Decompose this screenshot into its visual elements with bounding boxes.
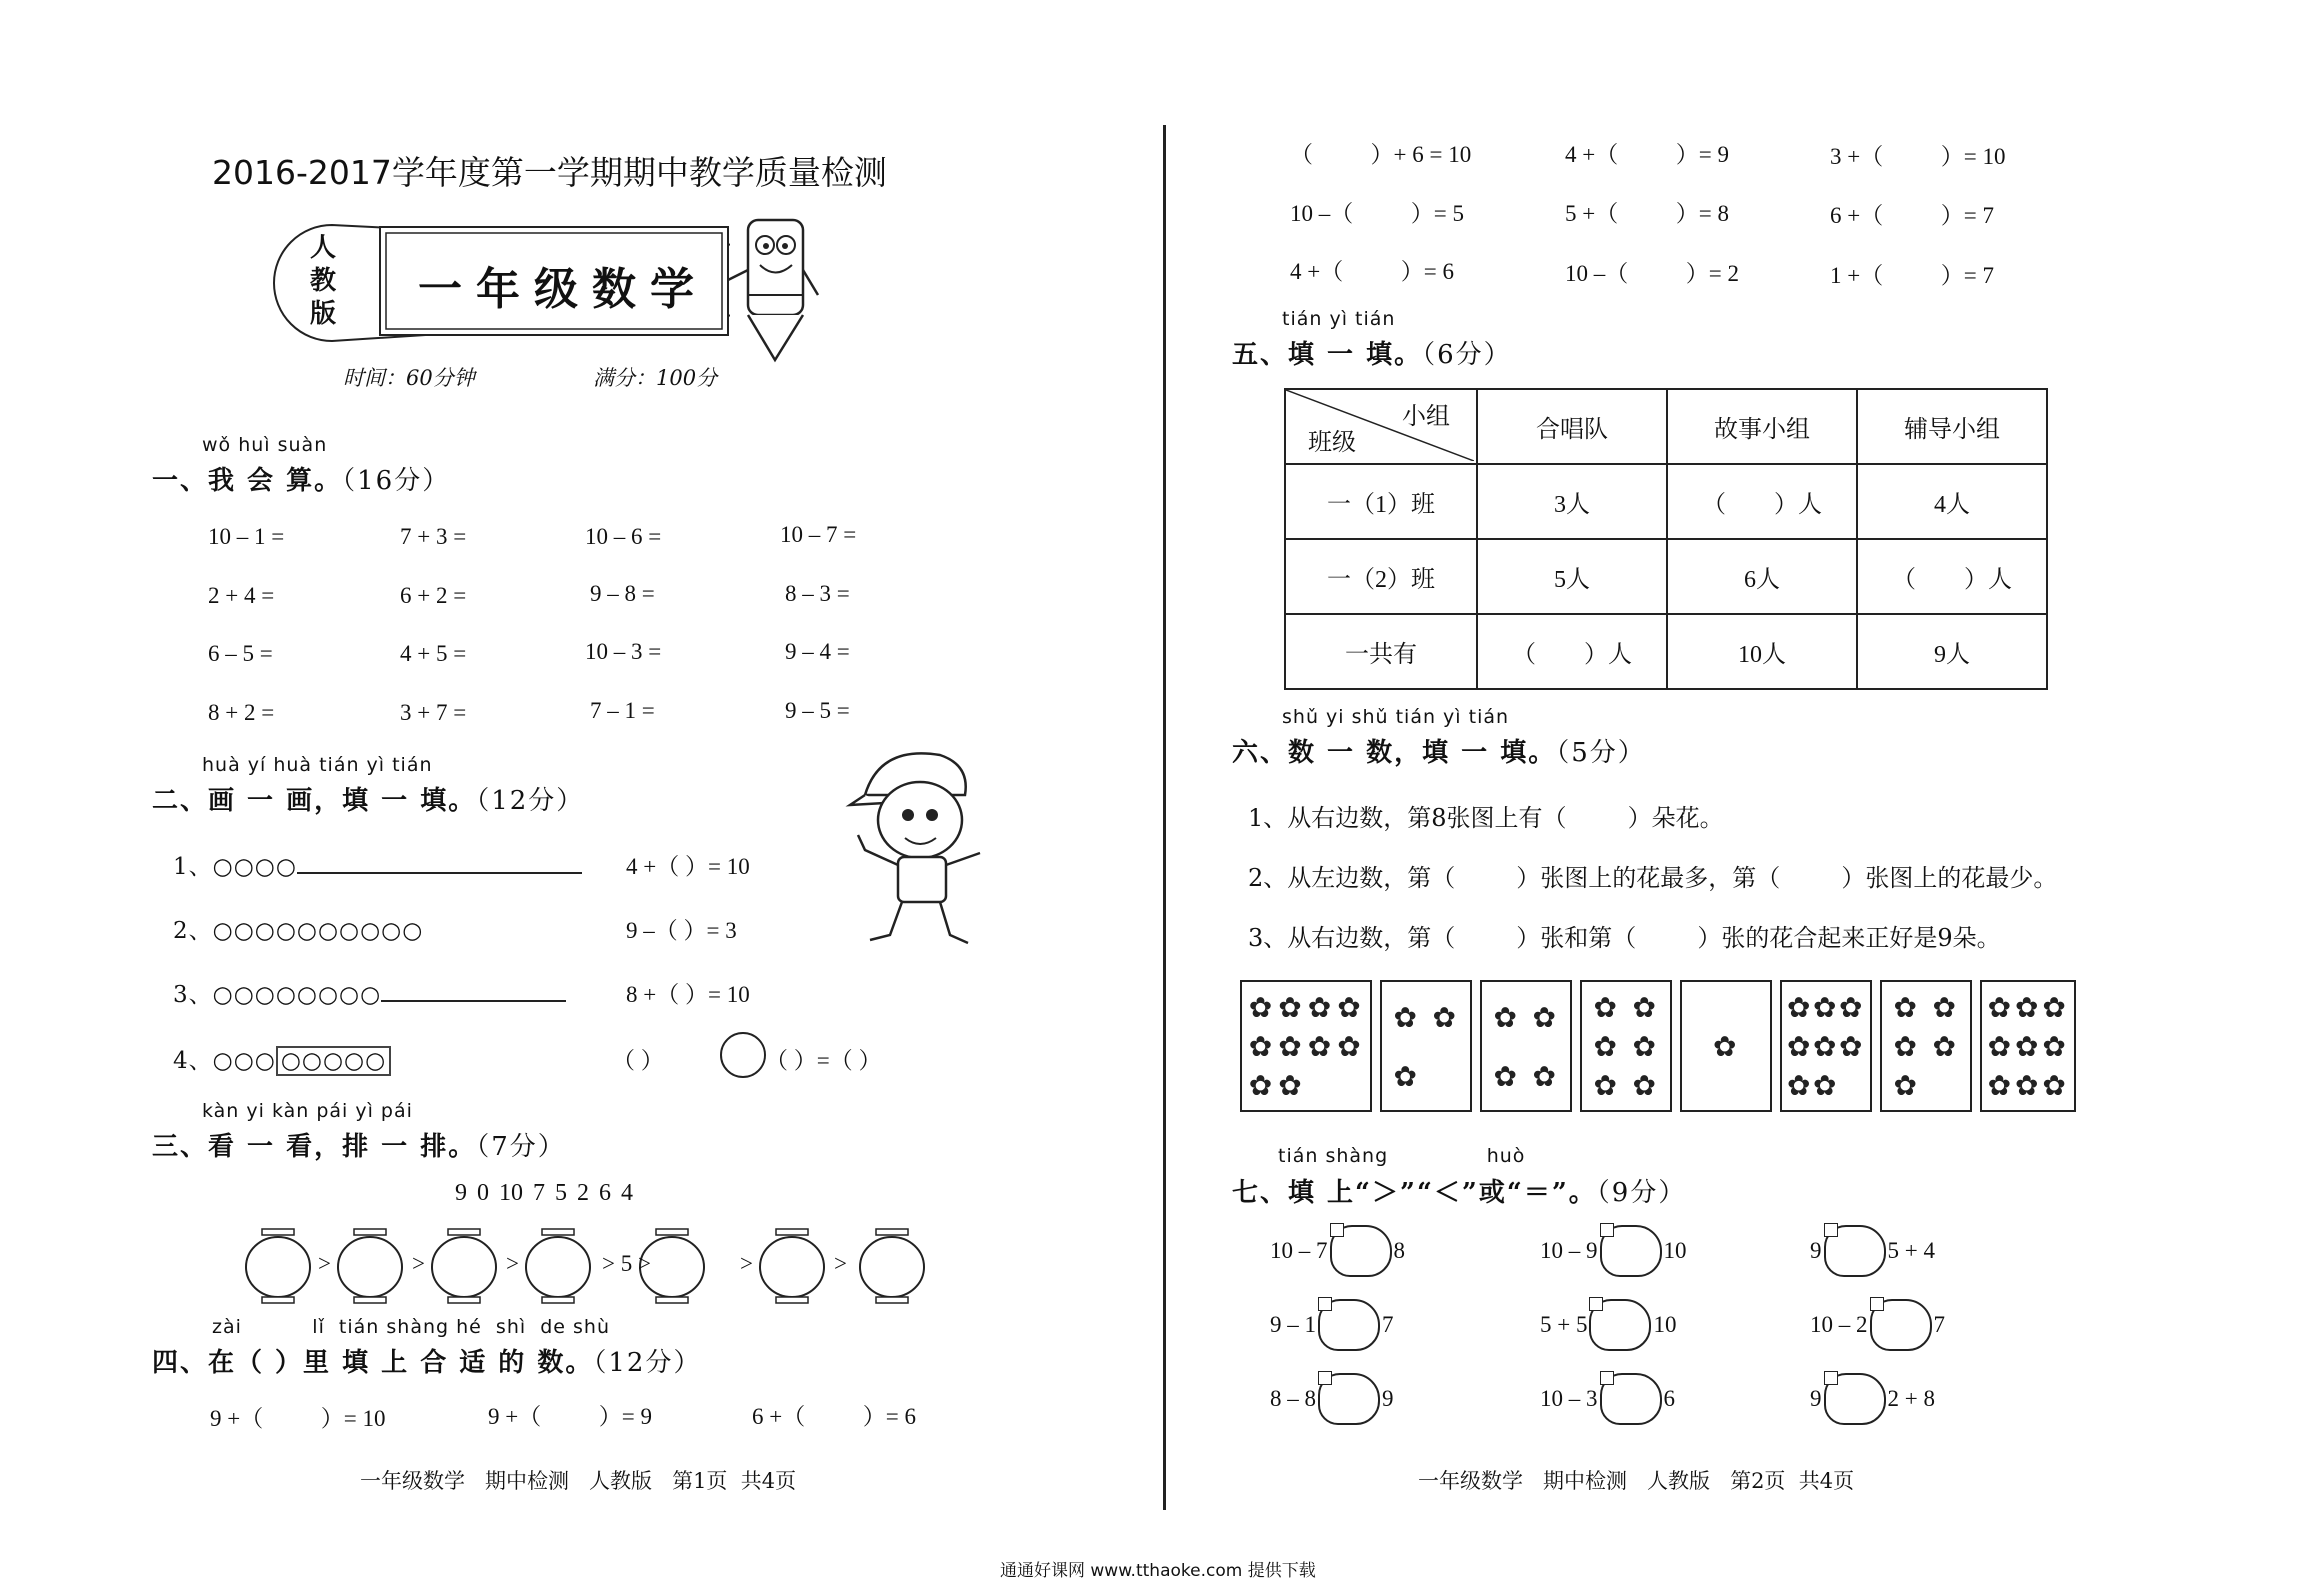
- badge-side-1: 人: [310, 233, 337, 263]
- calc-3-1: 6 – 5 =: [208, 641, 273, 666]
- section7-points: （9分）: [1596, 1178, 1687, 1208]
- section1-points: （16分）: [342, 466, 451, 496]
- compare-left: 10 – 2: [1810, 1312, 1868, 1337]
- table-cell: 6人: [1667, 539, 1857, 614]
- section3-title-text: 三、看 一 看，排 一 排。: [152, 1132, 477, 1162]
- flower-icon: ✿: [1307, 1030, 1332, 1063]
- flower-icon: ✿: [1393, 1059, 1417, 1093]
- draw-item-1-blank: [297, 852, 582, 874]
- table-cell: 5人: [1477, 539, 1667, 614]
- table-cell: 一（2）班: [1285, 539, 1477, 614]
- flower-card: [1880, 980, 1972, 1112]
- section6-title: [1232, 732, 1646, 769]
- compare-right: 6: [1663, 1386, 1675, 1411]
- page1-footer: 一年级数学 期中检测 人教版 第1页 共4页: [360, 1469, 797, 1493]
- table-cell: 4人: [1857, 464, 2047, 539]
- section5-pinyin: tián yì tián: [1282, 308, 1396, 330]
- lantern-gt-1: >: [318, 1251, 331, 1276]
- flower-icon: ✿: [1248, 1030, 1273, 1063]
- section5-title: [1232, 334, 1512, 371]
- draw-item-3-eq: 8 +（ ）= 10: [626, 982, 750, 1007]
- fill-p1-1: 9 +（ ）= 10: [210, 1406, 386, 1431]
- fill-p2-1-1: （ ）+ 6 = 10: [1290, 142, 1472, 167]
- compare-bubble-blank[interactable]: [1600, 1225, 1662, 1277]
- section6-pinyin: shǔ yi shǔ tián yì tián: [1282, 706, 1510, 728]
- flower-icon: ✿: [1532, 1000, 1556, 1034]
- lantern-blank[interactable]: [760, 1229, 824, 1303]
- table-row: [1285, 539, 2047, 614]
- section4-pinyin: zài lǐ tián shàng hé shì de shù: [212, 1316, 610, 1338]
- flower-icon: ✿: [1337, 1030, 1361, 1063]
- flower-icon: ✿: [1813, 990, 1837, 1024]
- flower-icon: ✿: [2042, 990, 2066, 1024]
- section2-pinyin: huà yí huà tián yì tián: [202, 754, 433, 776]
- compare-bubble-blank[interactable]: [1330, 1225, 1392, 1277]
- count-question-2: 2、从左边数，第（ ）张图上的花最多，第（ ）张图上的花最少。: [1248, 864, 2058, 892]
- calc-3-3: 10 – 3 =: [585, 639, 662, 664]
- bubble-tag-icon: [1824, 1371, 1838, 1385]
- compare-item: [1810, 1299, 1945, 1351]
- compare-left: 9: [1810, 1386, 1822, 1411]
- draw-item-4-label: 4、○○○: [173, 1048, 276, 1074]
- flower-icon: ✿: [1839, 990, 1863, 1024]
- compare-right: 2 + 8: [1887, 1386, 1935, 1411]
- draw-item-1: [173, 848, 582, 881]
- fill-p2-1-3: 3 +（ ）= 10: [1830, 144, 2006, 169]
- flower-icon: ✿: [1632, 1069, 1656, 1103]
- draw-item-4-boxed: ○○○○○: [276, 1046, 391, 1076]
- calc-4-2: 3 + 7 =: [400, 700, 467, 725]
- section4-title-text: 四、在（ ）里 填 上 合 适 的 数。: [152, 1348, 594, 1378]
- compare-left: 9: [1810, 1238, 1822, 1263]
- compare-right: 9: [1382, 1386, 1394, 1411]
- table-header-cell: 合唱队: [1477, 389, 1667, 464]
- bubble-tag-icon: [1600, 1223, 1614, 1237]
- compare-item: [1270, 1373, 1394, 1425]
- table-cell: 一（1）班: [1285, 464, 1477, 539]
- flower-icon: ✿: [1987, 1069, 2012, 1103]
- bubble-tag-icon: [1318, 1371, 1332, 1385]
- flower-icon: ✿: [1337, 990, 1361, 1024]
- compare-right: 7: [1382, 1312, 1394, 1337]
- flower-icon: ✿: [1839, 1030, 1863, 1063]
- section1-pinyin: wǒ huì suàn: [202, 434, 328, 456]
- lantern-blank[interactable]: [338, 1229, 402, 1303]
- compare-right: 10: [1663, 1238, 1687, 1263]
- lantern-blank[interactable]: [432, 1229, 496, 1303]
- compare-bubble-blank[interactable]: [1318, 1299, 1380, 1351]
- bubble-tag-icon: [1318, 1297, 1332, 1311]
- calc-2-4: 8 – 3 =: [785, 581, 850, 606]
- table-header-cell: 辅导小组: [1857, 389, 2047, 464]
- flower-icon: ✿: [1532, 1059, 1556, 1093]
- compare-left: 10 – 7: [1270, 1238, 1328, 1263]
- compare-left: 10 – 3: [1540, 1386, 1598, 1411]
- bubble-tag-icon: [1589, 1297, 1603, 1311]
- flower-icon: ✿: [2015, 1069, 2039, 1103]
- flower-card: [1240, 980, 1372, 1112]
- badge-side-2: 教: [310, 266, 337, 296]
- calc-3-4: 9 – 4 =: [785, 639, 850, 664]
- flower-icon: ✿: [1813, 1069, 1837, 1103]
- flower-icon: ✿: [1593, 990, 1617, 1024]
- section6-title-text: 六、数 一 数，填 一 填。: [1232, 738, 1557, 768]
- pencil-mascot-icon: [718, 200, 828, 370]
- flower-card: [1480, 980, 1572, 1112]
- flower-icon: ✿: [1278, 1030, 1302, 1063]
- flower-icon: ✿: [1593, 1030, 1617, 1063]
- table-cell: （ ）人: [1667, 464, 1857, 539]
- section2-points: （12分）: [476, 786, 585, 816]
- bubble-tag-icon: [1330, 1223, 1344, 1237]
- draw-item-4-operator-circle: [718, 1030, 768, 1080]
- flower-icon: ✿: [1393, 1000, 1417, 1034]
- draw-item-4-eq-a: （ ）: [612, 1048, 664, 1073]
- section5-points: （6分）: [1422, 340, 1512, 370]
- compare-bubble-blank[interactable]: [1600, 1373, 1662, 1425]
- table-cell: （ ）人: [1477, 614, 1667, 689]
- compare-bubble-blank[interactable]: [1589, 1299, 1651, 1351]
- bottom-credit: 通通好课网 www.tthaoke.com 提供下载: [1000, 1561, 1316, 1581]
- calc-1-1: 10 – 1 =: [208, 524, 285, 549]
- compare-left: 8 – 8: [1270, 1386, 1316, 1411]
- badge-side-3: 版: [310, 299, 337, 329]
- compare-item: [1810, 1225, 1935, 1277]
- table-cell: 9人: [1857, 614, 2047, 689]
- lantern-row: [240, 1225, 940, 1305]
- flower-icon: ✿: [2015, 1030, 2039, 1063]
- draw-item-3-blank: [381, 980, 566, 1002]
- flower-icon: ✿: [1987, 1030, 2012, 1063]
- boy-mascot-icon: [840, 735, 990, 955]
- flower-icon: ✿: [1893, 1030, 1917, 1063]
- compare-item: [1540, 1225, 1687, 1277]
- badge-title: 一年级数学: [418, 264, 708, 315]
- flower-card: [1580, 980, 1672, 1112]
- draw-item-2-eq: 9 –（ ）= 3: [626, 918, 737, 943]
- count-question-1: 1、从右边数，第8张图上有（ ）朵花。: [1248, 804, 1724, 832]
- flower-card: [1780, 980, 1872, 1112]
- flower-icon: ✿: [1307, 990, 1332, 1024]
- section2-title: [152, 780, 584, 817]
- section5-title-text: 五、填 一 填。: [1232, 340, 1423, 370]
- time-label: 时间：60分钟: [343, 366, 475, 390]
- flower-icon: ✿: [1713, 1030, 1737, 1063]
- fill-p2-3-2: 10 –（ ）= 2: [1565, 261, 1739, 286]
- compare-item: [1270, 1225, 1405, 1277]
- calc-4-3: 7 – 1 =: [590, 698, 655, 723]
- table-cell: 10人: [1667, 614, 1857, 689]
- section1-title: [152, 460, 450, 497]
- section1-title-text: 一、我 会 算。: [152, 466, 343, 496]
- flower-icon: ✿: [1787, 990, 1811, 1024]
- flower-icon: ✿: [1787, 1030, 1811, 1063]
- fill-p2-3-3: 1 +（ ）= 7: [1830, 263, 1994, 288]
- flower-icon: ✿: [1632, 990, 1656, 1024]
- compare-left: 9 – 1: [1270, 1312, 1316, 1337]
- draw-item-2-label: 2、○○○○○○○○○○: [173, 918, 424, 944]
- calc-3-2: 4 + 5 =: [400, 641, 467, 666]
- calc-2-3: 9 – 8 =: [590, 581, 655, 606]
- lantern-gt-3: >: [506, 1251, 519, 1276]
- compare-right: 8: [1393, 1238, 1405, 1263]
- flower-icon: ✿: [2015, 990, 2039, 1024]
- table-cell: 3人: [1477, 464, 1667, 539]
- flower-card: [1380, 980, 1472, 1112]
- calc-1-3: 10 – 6 =: [585, 524, 662, 549]
- bubble-tag-icon: [1600, 1371, 1614, 1385]
- draw-item-1-label: 1、○○○○: [173, 854, 297, 880]
- table-header-cell: 故事小组: [1667, 389, 1857, 464]
- table-corner-cell: [1285, 389, 1477, 464]
- section7-pinyin: tián shàng huò: [1278, 1145, 1526, 1167]
- table-corner-top: 小组: [1402, 404, 1450, 430]
- lantern-gt-2: >: [412, 1251, 425, 1276]
- draw-item-1-eq: 4 +（ ）= 10: [626, 854, 750, 879]
- flower-icon: ✿: [1432, 1000, 1456, 1034]
- section3-pinyin: kàn yi kàn pái yì pái: [202, 1100, 413, 1122]
- count-question-3: 3、从右边数，第（ ）张和第（ ）张的花合起来正好是9朵。: [1248, 924, 2001, 952]
- fill-p2-2-3: 6 +（ ）= 7: [1830, 203, 1994, 228]
- section7-title-text: 七、填 上“＞”“＜”或“＝”。: [1232, 1178, 1597, 1208]
- flower-icon: ✿: [1893, 1069, 1917, 1103]
- calc-4-4: 9 – 5 =: [785, 698, 850, 723]
- fill-p2-3-1: 4 +（ ）= 6: [1290, 259, 1454, 284]
- flower-icon: ✿: [1248, 1069, 1273, 1103]
- flower-icon: ✿: [1787, 1069, 1811, 1103]
- section4-points: （12分）: [593, 1348, 702, 1378]
- compare-right: 7: [1933, 1312, 1945, 1337]
- flower-icon: ✿: [1632, 1030, 1656, 1063]
- page-title: 2016-2017学年度第一学期期中教学质量检测: [212, 153, 887, 192]
- fill-p2-2-1: 10 –（ ）= 5: [1290, 201, 1464, 226]
- compare-bubble-blank[interactable]: [1824, 1373, 1886, 1425]
- flower-icon: ✿: [1248, 990, 1273, 1024]
- table-header-row: [1285, 389, 2047, 464]
- calc-4-1: 8 + 2 =: [208, 700, 275, 725]
- table-row: [1285, 614, 2047, 689]
- lantern-given: > 5 >: [602, 1251, 651, 1276]
- draw-item-3: [173, 976, 566, 1009]
- table-cell: 一共有: [1285, 614, 1477, 689]
- bubble-tag-icon: [1870, 1297, 1884, 1311]
- flower-icon: ✿: [2042, 1030, 2066, 1063]
- flower-icon: ✿: [1987, 990, 2012, 1024]
- flower-icon: ✿: [2042, 1069, 2066, 1103]
- grade-badge: [270, 205, 730, 355]
- flower-icon: ✿: [1278, 1069, 1302, 1103]
- fill-p1-2: 9 +（ ）= 9: [488, 1404, 652, 1429]
- table-corner-bottom: 班级: [1308, 430, 1356, 456]
- compare-item: [1270, 1299, 1394, 1351]
- compare-bubble-blank[interactable]: [1870, 1299, 1932, 1351]
- calc-1-2: 7 + 3 =: [400, 524, 467, 549]
- table-row: [1285, 464, 2047, 539]
- flower-card: [1680, 980, 1772, 1112]
- section4-title: [152, 1342, 701, 1379]
- table-cell: （ ）人: [1857, 539, 2047, 614]
- fill-p2-1-2: 4 +（ ）= 9: [1565, 142, 1729, 167]
- calc-2-1: 2 + 4 =: [208, 583, 275, 608]
- flower-icon: ✿: [1893, 990, 1917, 1024]
- section3-numbers: 9 0 10 7 5 2 6 4: [455, 1180, 633, 1206]
- flower-icon: ✿: [1493, 1000, 1517, 1034]
- flower-icon: ✿: [1813, 1030, 1837, 1063]
- draw-item-4-eq-b: （ ）=（ ）: [765, 1048, 882, 1073]
- flower-icon: ✿: [1932, 990, 1956, 1024]
- compare-grid: [1270, 1225, 1990, 1425]
- flower-icon: ✿: [1932, 1030, 1956, 1063]
- section7-title: [1232, 1172, 1686, 1209]
- compare-bubble-blank[interactable]: [1824, 1225, 1886, 1277]
- compare-right: 5 + 4: [1887, 1238, 1935, 1263]
- page-divider: [1163, 125, 1166, 1510]
- flower-icon: ✿: [1593, 1069, 1617, 1103]
- section6-points: （5分）: [1556, 738, 1646, 768]
- group-table: [1284, 388, 2048, 690]
- lantern-gt-5: >: [740, 1251, 753, 1276]
- compare-left: 10 – 9: [1540, 1238, 1598, 1263]
- compare-item: [1540, 1373, 1675, 1425]
- section3-points: （7分）: [476, 1132, 566, 1162]
- fill-p2-2-2: 5 +（ ）= 8: [1565, 201, 1729, 226]
- lantern-blank[interactable]: [860, 1229, 924, 1303]
- draw-item-3-label: 3、○○○○○○○○: [173, 982, 382, 1008]
- compare-item: [1540, 1299, 1676, 1351]
- compare-right: 10: [1653, 1312, 1677, 1337]
- draw-item-4: [173, 1042, 391, 1075]
- lantern-blank[interactable]: [246, 1229, 310, 1303]
- flower-icon: ✿: [1278, 990, 1302, 1024]
- section2-title-text: 二、画 一 画，填 一 填。: [152, 786, 477, 816]
- flower-card-strip: [1240, 980, 2080, 1115]
- lantern-gt-6: >: [834, 1251, 847, 1276]
- score-label: 满分：100分: [593, 366, 718, 390]
- draw-item-2: [173, 912, 423, 945]
- flower-card: [1980, 980, 2076, 1112]
- compare-item: [1810, 1373, 1935, 1425]
- bubble-tag-icon: [1824, 1223, 1838, 1237]
- compare-bubble-blank[interactable]: [1318, 1373, 1380, 1425]
- flower-icon: ✿: [1493, 1059, 1517, 1093]
- calc-1-4: 10 – 7 =: [780, 522, 857, 547]
- compare-left: 5 + 5: [1540, 1312, 1588, 1337]
- calc-2-2: 6 + 2 =: [400, 583, 467, 608]
- section3-title: [152, 1126, 566, 1163]
- lantern-blank[interactable]: [526, 1229, 590, 1303]
- fill-p1-3: 6 +（ ）= 6: [752, 1404, 916, 1429]
- page2-footer: 一年级数学 期中检测 人教版 第2页 共4页: [1418, 1469, 1855, 1493]
